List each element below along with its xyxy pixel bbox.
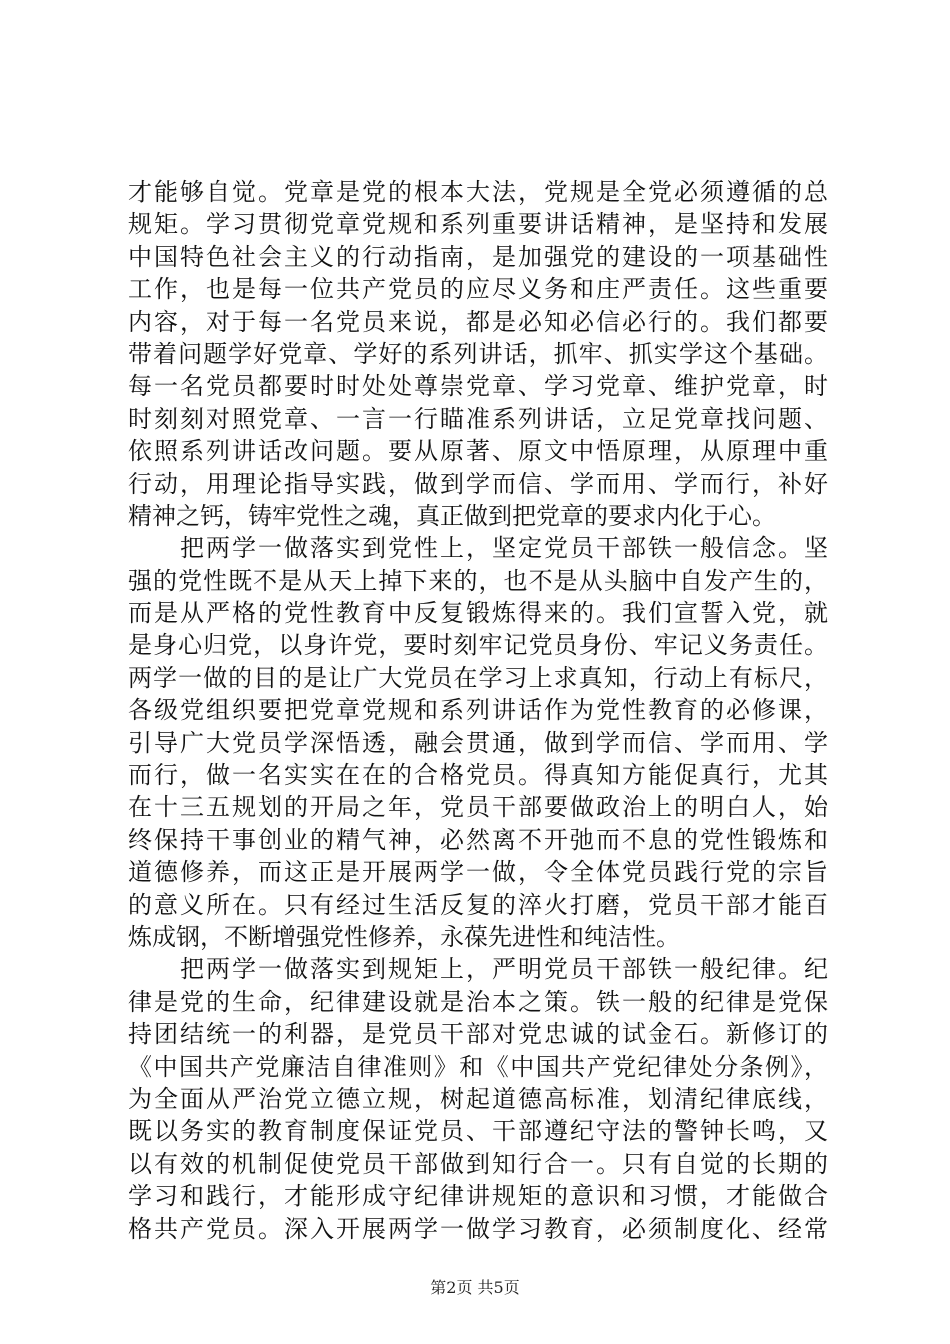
page-footer: 第2页 共5页: [430, 1278, 520, 1297]
text-line: 把两学一做落实到党性上，坚定党员干部铁一般信念。坚: [128, 534, 828, 563]
text-line: 学习和践行，才能形成守纪律讲规矩的意识和习惯，才能做合: [128, 1182, 828, 1211]
text-line: 内容，对于每一名党员来说，都是必知必信必行的。我们都要: [128, 307, 828, 336]
text-line: 在十三五规划的开局之年，党员干部要做政治上的明白人，始: [128, 793, 828, 822]
text-line: 带着问题学好党章、学好的系列讲话，抓牢、抓实学这个基础。: [128, 339, 828, 368]
text-line: 而行，做一名实实在在的合格党员。得真知方能促真行，尤其: [128, 761, 828, 790]
text-line: 强的党性既不是从天上掉下来的，也不是从头脑中自发产生的，: [128, 566, 828, 595]
text-line: 规矩。学习贯彻党章党规和系列重要讲话精神，是坚持和发展: [128, 210, 828, 239]
text-line: 把两学一做落实到规矩上，严明党员干部铁一般纪律。纪: [128, 955, 828, 984]
text-line: 炼成钢，不断增强党性修养，永葆先进性和纯洁性。: [128, 922, 680, 951]
text-line: 依照系列讲话改问题。要从原著、原文中悟原理，从原理中重: [128, 437, 828, 466]
text-line: 终保持干事创业的精气神，必然离不开弛而不息的党性锻炼和: [128, 825, 828, 854]
text-line: 既以务实的教育制度保证党员、干部遵纪守法的警钟长鸣，又: [128, 1117, 828, 1146]
text-line: 格共产党员。深入开展两学一做学习教育，必须制度化、经常: [128, 1214, 828, 1243]
text-line: 是身心归党，以身许党，要时刻牢记党员身份、牢记义务责任。: [128, 631, 828, 660]
text-line: 律是党的生命，纪律建设就是治本之策。铁一般的纪律是党保: [128, 987, 828, 1016]
text-line: 道德修养，而这正是开展两学一做，令全体党员践行党的宗旨: [128, 858, 828, 887]
text-line: 《中国共产党廉洁自律准则》和《中国共产党纪律处分条例》，: [128, 1052, 828, 1081]
text-line: 中国特色社会主义的行动指南，是加强党的建设的一项基础性: [128, 242, 828, 271]
text-line: 引导广大党员学深悟透，融会贯通，做到学而信、学而用、学: [128, 728, 828, 757]
text-line: 每一名党员都要时时处处尊崇党章、学习党章、维护党章，时: [128, 372, 828, 401]
text-line: 时刻刻对照党章、一言一行瞄准系列讲话，立足党章找问题、: [128, 404, 828, 433]
text-line: 才能够自觉。党章是党的根本大法，党规是全党必须遵循的总: [128, 178, 828, 206]
text-line: 的意义所在。只有经过生活反复的淬火打磨，党员干部才能百: [128, 890, 828, 919]
text-line: 以有效的机制促使党员干部做到知行合一。只有自觉的长期的: [128, 1149, 828, 1178]
text-line: 持团结统一的利器，是党员干部对党忠诚的试金石。新修订的: [128, 1020, 828, 1049]
text-line: 精神之钙，铸牢党性之魂，真正做到把党章的要求内化于心。: [128, 501, 776, 530]
text-line: 为全面从严治党立德立规，树起道德高标准，划清纪律底线，: [128, 1084, 828, 1113]
text-line: 工作，也是每一位共产党员的应尽义务和庄严责任。这些重要: [128, 275, 828, 304]
text-line: 两学一做的目的是让广大党员在学习上求真知，行动上有标尺，: [128, 663, 828, 692]
body-text: [128, 176, 828, 1245]
text-line: 各级党组织要把党章党规和系列讲话作为党性教育的必修课，: [128, 696, 828, 725]
text-line: 而是从严格的党性教育中反复锻炼得来的。我们宣誓入党，就: [128, 599, 828, 628]
text-line: 行动，用理论指导实践，做到学而信、学而用、学而行，补好: [128, 469, 828, 498]
